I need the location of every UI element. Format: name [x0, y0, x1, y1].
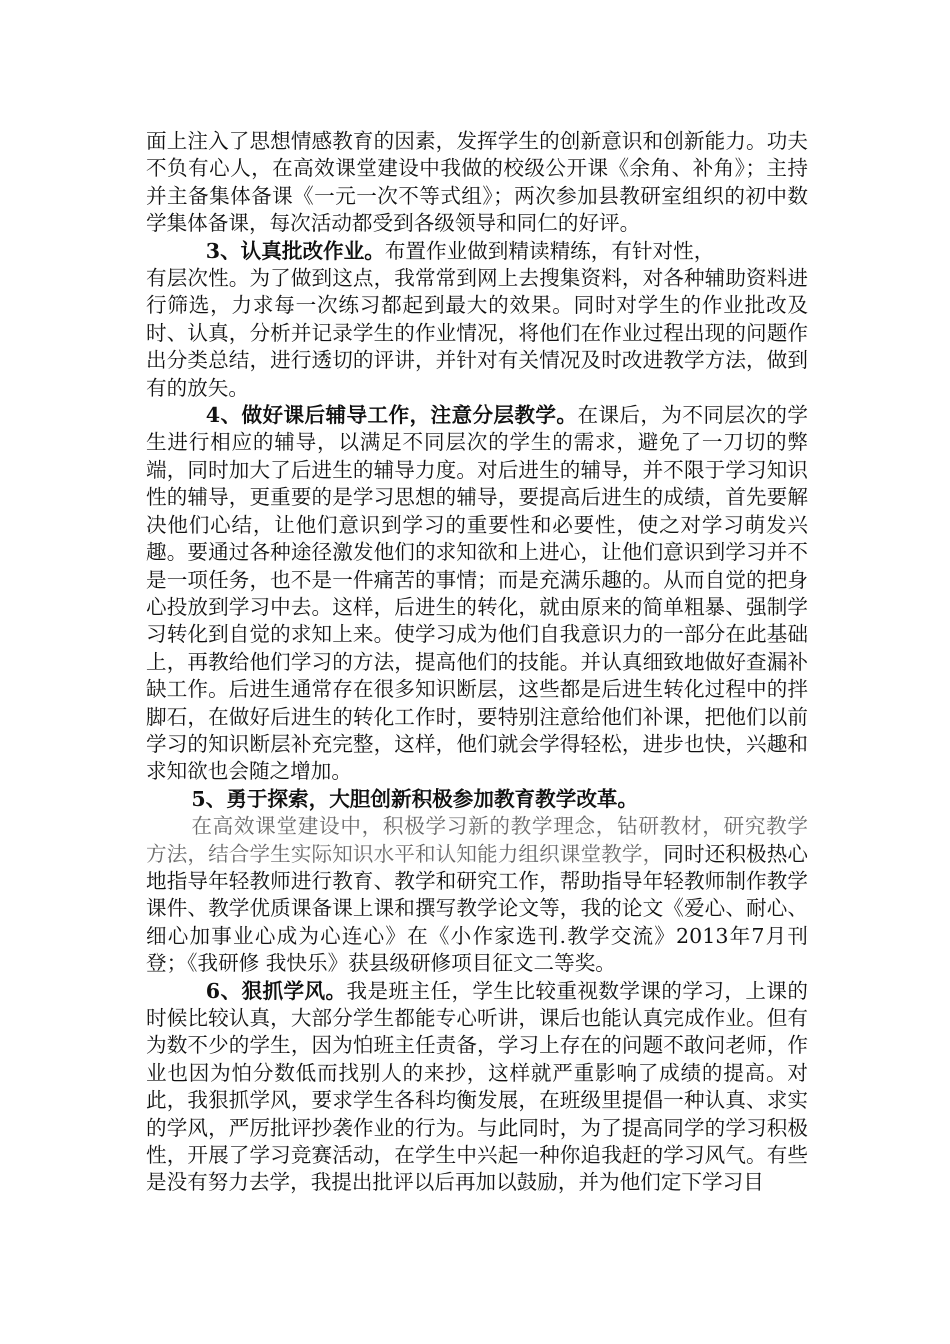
- paragraph-1-text: 面上注入了思想情感教育的因素，发挥学生的创新意识和创新能力。功夫不负有心人，在高效课堂建设中我做的校级公开课《余角、补角》；主持并主备集体备课《一元一次不等式组》；两次参加县教研室组织的初中数学集体备课，每次活动都受到各级领导和同仁的好评。: [146, 129, 808, 236]
- paragraph-tutoring: [146, 402, 808, 786]
- heading-study-style: 6、狠抓学风。: [205, 978, 347, 1003]
- homework-first-line: 布置作业做到精读精练，有针对性，: [384, 238, 715, 263]
- heading-homework: 3、认真批改作业。: [205, 238, 385, 263]
- document-body: [146, 128, 808, 1197]
- paragraph-1: [146, 128, 808, 238]
- tutoring-body-text: 在课后，为不同层次的学生进行相应的辅导，以满足不同层次的学生的需求，避免了一刀切的弊端，同时加大了后进生的辅导力度。对后进生的辅导，并不限于学习知识性的辅导，更重要的是学习思想的辅导，要提高后进生的成绩，首先要解决他们心结，让他们意识到学习的重要性和必要性，使之对学习萌发兴趣。要通过各种途径激发他们的求知欲和上进心，让他们意识到学习并不是一项任务，也不是一件痛苦的事情；而是充满乐趣的。从而自觉的把身心投放到学习中去。这样，后进生的转化，就由原来的简单粗暴、强制学习转化到自觉的求知上来。使学习成为他们自我意识力的一部分在此基础上，再教给他们学习的方法，提高他们的技能。并认真细致地做好查漏补缺工作。后进生通常存在很多知识断层，这些都是后进生转化过程中的拌脚石，在做好后进生的转化工作时，要特别注意给他们补课，把他们以前学习的知识断层补充完整，这样，他们就会学得轻松，进步也快，兴趣和求知欲也会随之增加。: [146, 403, 809, 784]
- reform-gray-text: 在高效课堂建设中，积极学习新的教学理念，钻研教材，研究教学方法，结合学生实际知识水平和认知能力组织课堂教学，: [146, 814, 808, 866]
- paragraph-homework: [146, 238, 808, 265]
- heading-tutoring: 4、做好课后辅导工作，注意分层教学。: [205, 403, 578, 428]
- paragraph-reform: [146, 813, 808, 977]
- paragraph-homework-body: [146, 265, 808, 402]
- study-style-body-text: 我是班主任，学生比较重视数学课的学习，上课的时候比较认真，大部分学生都能专心听讲，课后也能认真完成作业。但有为数不少的学生，因为怕班主任责备，学习上存在的问题不敢问老师，作业也因为怕分数低而找别人的来抄，这样就严重影响了成绩的提高。对此，我狠抓学风，要求学生各科均衡发展，在班级里提倡一种认真、求实的学风，严厉批评抄袭作业的行为。与此同时，为了提高同学的学习积极性，开展了学习竞赛活动，在学生中兴起一种你追我赶的学习风气。有些是没有努力去学，我提出批评以后再加以鼓励，并为他们定下学习目: [146, 978, 808, 1195]
- reform-body-text: 同时还积极热心地指导年轻教师进行教育、教学和研究工作，帮助指导年轻教师制作教学课件、教学优质课备课上课和撰写教学论文等，我的论文《爱心、耐心、细心加事业心成为心连心》在《小作家选刊.教学交流》2013年7月刊登；《我研修 我快乐》获县级研修项目征文二等奖。: [146, 841, 809, 976]
- homework-body-text: 有层次性。为了做到这点，我常常到网上去搜集资料，对各种辅助资料进行筛选，力求每一次练习都起到最大的效果。同时对学生的作业批改及时、认真，分析并记录学生的作业情况，将他们在作业过程出现的问题作出分类总结，进行透切的评讲，并针对有关情况及时改进教学方法，做到有的放矢。: [146, 266, 808, 400]
- heading-reform: 5、勇于探索，大胆创新积极参加教育教学改革。: [191, 786, 639, 811]
- paragraph-study-style: [146, 978, 808, 1197]
